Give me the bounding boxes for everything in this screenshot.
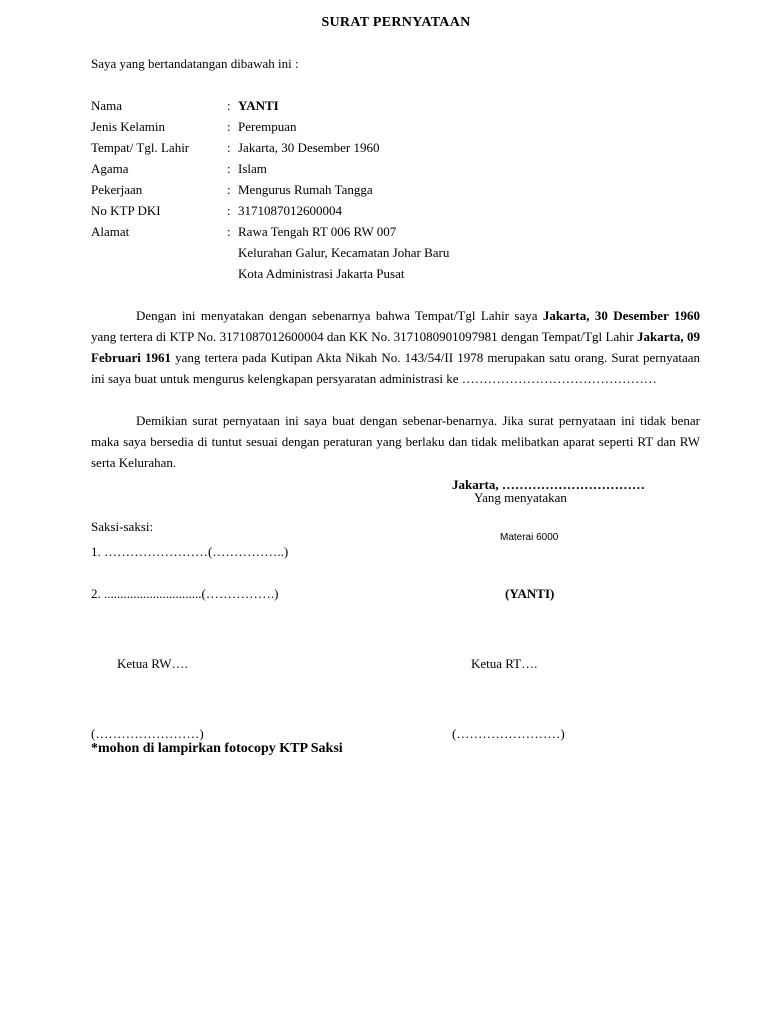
- field-colon: :: [227, 161, 231, 176]
- field-colon: :: [227, 203, 231, 218]
- stamp-label: Materai 6000: [500, 532, 559, 543]
- witness-2-line: 2. ..............................(…………….): [91, 586, 279, 601]
- field-label-nama: Nama: [91, 98, 123, 113]
- field-label-alamat: Alamat: [91, 224, 130, 239]
- field-label-pekerjaan: Pekerjaan: [91, 182, 143, 197]
- field-label-no-ktp: No KTP DKI: [91, 203, 161, 218]
- address-line-kota: Kota Administrasi Jakarta Pusat: [238, 266, 405, 281]
- statement-text-1: Dengan ini menyatakan dengan sebenarnya bahwa Tempat/Tgl Lahir saya: [136, 308, 543, 323]
- statement-bold-akta-date: Jakarta, 09 Februari 1961: [91, 329, 700, 365]
- field-colon: :: [227, 98, 231, 113]
- attachment-note: *mohon di lampirkan fotocopy KTP Saksi: [91, 741, 343, 756]
- field-colon: :: [227, 182, 231, 197]
- ketua-rw-label: Ketua RW….: [117, 656, 188, 671]
- field-value-jenis-kelamin: Perempuan: [238, 119, 297, 134]
- statement-bold-ktp-date: Jakarta, 30 Desember 1960: [542, 308, 700, 323]
- field-value-pekerjaan: Mengurus Rumah Tangga: [238, 182, 373, 197]
- field-value-tempat-tgl-lahir: Jakarta, 30 Desember 1960: [238, 140, 380, 155]
- signer-label: Yang menyatakan: [474, 490, 567, 505]
- ketua-rw-signature-line: (……………………): [91, 726, 204, 741]
- field-value-no-ktp: 3171087012600004: [238, 203, 342, 218]
- field-colon: :: [227, 140, 231, 155]
- ketua-rt-signature-line: (……………………): [452, 726, 565, 741]
- statement-text-3: yang tertera pada Kutipan Akta Nikah No. 143/54/II 1978 merupakan satu orang. Surat pernyataan ini saya buat untuk mengurus kelengkapan persyaratan administrasi ke ………………………………………: [91, 350, 701, 386]
- field-value-alamat: Rawa Tengah RT 006 RW 007: [238, 224, 397, 239]
- statement-paragraph: [91, 305, 700, 389]
- field-label-jenis-kelamin: Jenis Kelamin: [91, 119, 166, 134]
- field-value-agama: Islam: [238, 161, 267, 176]
- witness-1-line: 1. ……………………(……………..): [91, 544, 289, 559]
- field-label-tempat-tgl-lahir: Tempat/ Tgl. Lahir: [91, 140, 190, 155]
- field-label-agama: Agama: [91, 161, 129, 176]
- field-colon: :: [227, 119, 231, 134]
- closing-text: Demikian surat pernyataan ini saya buat dengan sebenar-benarnya. Jika surat pernyataan ini tidak benar maka saya bersedia di tuntut sesuai dengan peraturan yang berlaku dan tidak melibatkan aparat seperti RT dan RW serta Kelurahan.: [91, 413, 700, 470]
- address-line-kelurahan: Kelurahan Galur, Kecamatan Johar Baru: [238, 245, 450, 260]
- field-value-nama: YANTI: [238, 98, 279, 113]
- statement-text-2: yang tertera di KTP No. 3171087012600004 dan KK No. 3171080901097981 dengan Tempat/Tgl Lahir: [91, 329, 638, 344]
- place-date: Jakarta, ……………………………: [452, 477, 645, 492]
- document-title: SURAT PERNYATAAN: [321, 15, 471, 30]
- ketua-rt-label: Ketua RT….: [471, 656, 538, 671]
- closing-paragraph: [91, 410, 700, 473]
- signer-name: (YANTI): [505, 586, 555, 601]
- intro-text: Saya yang bertandatangan dibawah ini :: [91, 56, 299, 71]
- field-colon: :: [227, 224, 231, 239]
- witness-title: Saksi-saksi:: [91, 519, 154, 534]
